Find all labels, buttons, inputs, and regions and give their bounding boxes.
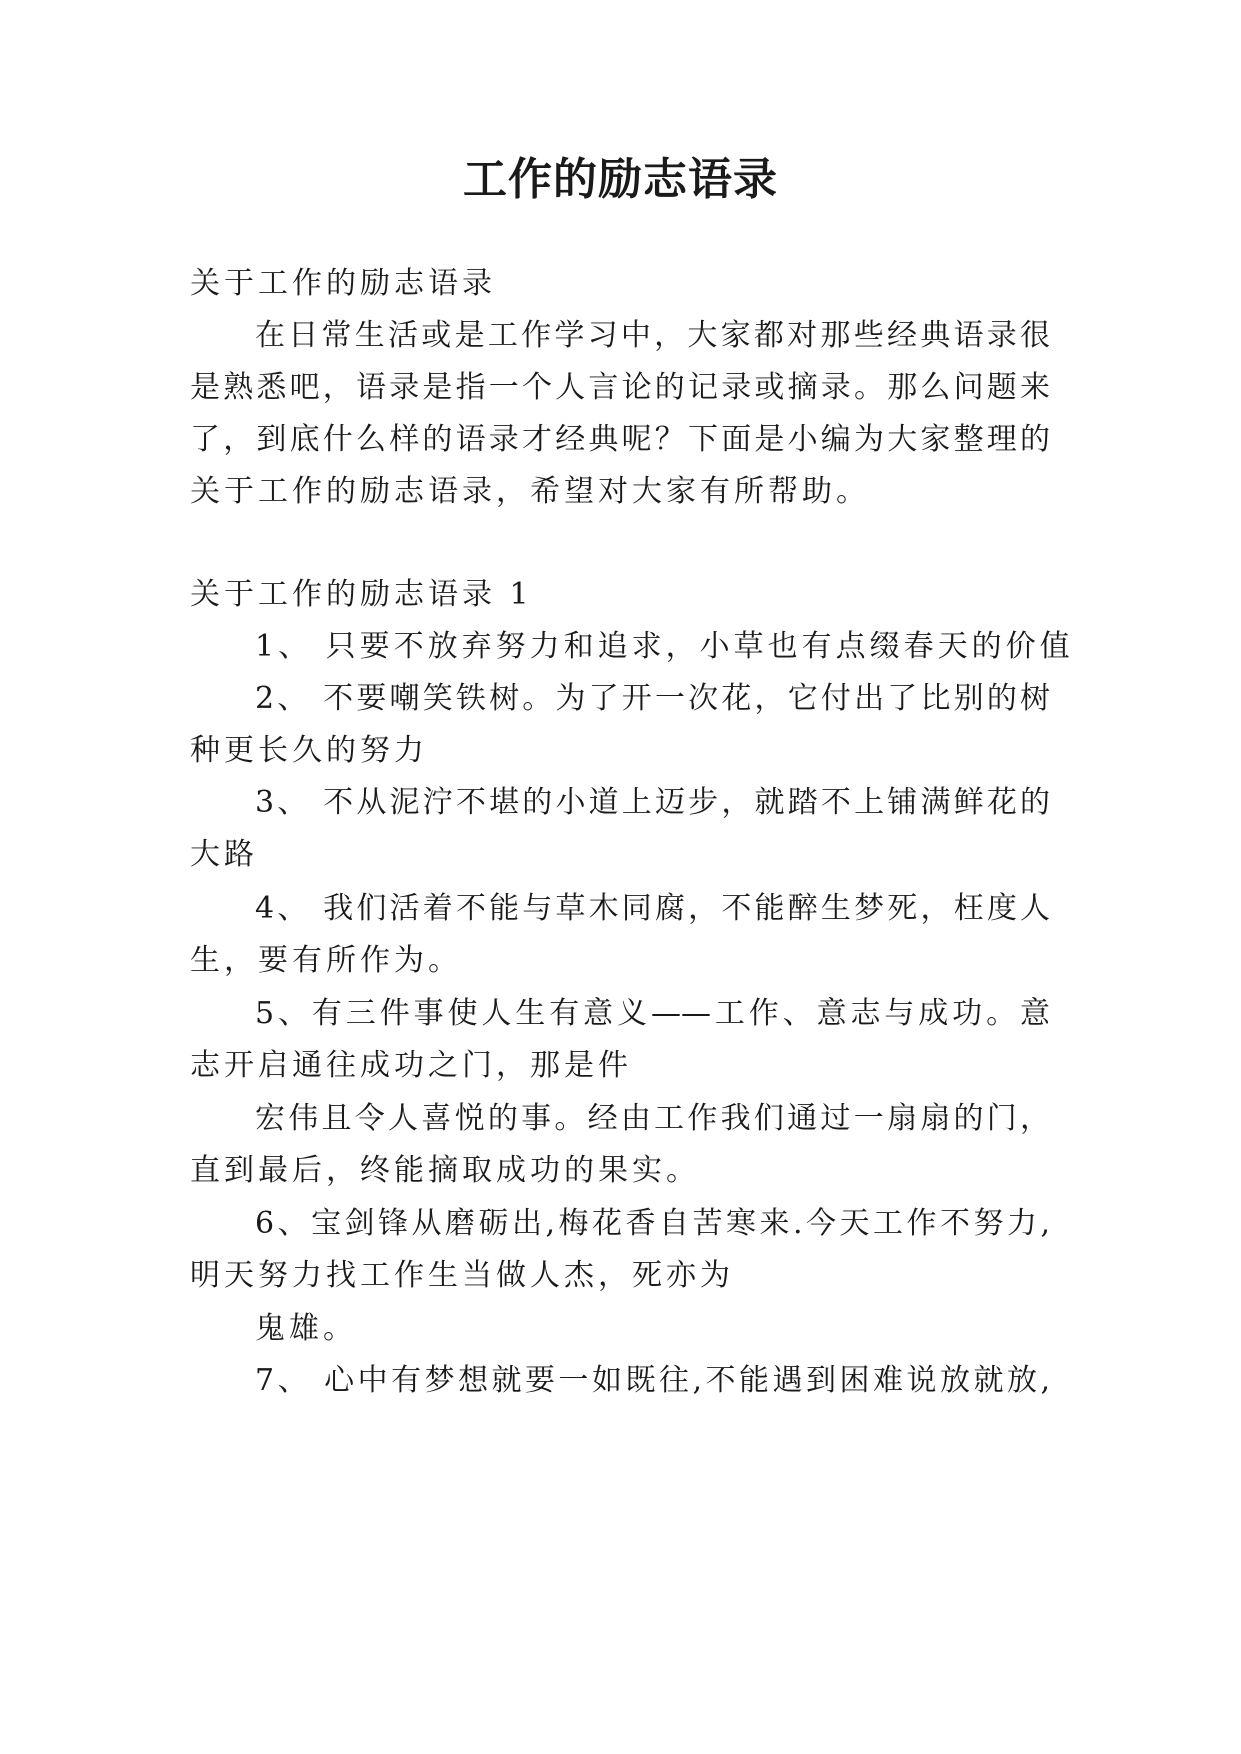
quote-item: 6、宝剑锋从磨砺出,梅花香自苦寒来.今天工作不努力, <box>255 1206 1050 1241</box>
section-heading: 关于工作的励志语录 <box>190 266 496 301</box>
quote-item-continuation: 宏伟且令人喜悦的事。经由工作我们通过一扇扇的门， <box>255 1101 1050 1136</box>
page-title: 工作的励志语录 <box>463 154 778 205</box>
quote-item: 7、 心中有梦想就要一如既往,不能遇到困难说放就放, <box>255 1363 1050 1398</box>
paragraph-line: 了，到底什么样的语录才经典呢？下面是小编为大家整理的 <box>190 422 1050 457</box>
quote-item-continuation: 大路 <box>190 837 258 872</box>
quote-item-continuation: 生，要有所作为。 <box>190 943 462 978</box>
quote-item: 4、 我们活着不能与草木同腐，不能醉生梦死，枉度人 <box>255 891 1050 926</box>
quote-item-continuation: 明天努力找工作生当做人杰，死亦为 <box>190 1258 734 1293</box>
quote-item: 3、 不从泥泞不堪的小道上迈步，就踏不上铺满鲜花的 <box>255 785 1050 820</box>
paragraph-line: 关于工作的励志语录，希望对大家有所帮助。 <box>190 474 870 509</box>
paragraph-line: 是熟悉吧，语录是指一个人言论的记录或摘录。那么问题来 <box>190 370 1050 405</box>
quote-item-continuation: 直到最后，终能摘取成功的果实。 <box>190 1153 700 1188</box>
section-heading: 关于工作的励志语录 1 <box>190 577 533 612</box>
quote-item-continuation: 种更长久的努力 <box>190 733 428 768</box>
paragraph-line: 在日常生活或是工作学习中，大家都对那些经典语录很 <box>255 318 1050 353</box>
quote-item-continuation: 鬼雄。 <box>255 1311 357 1346</box>
quote-item: 1、 只要不放弃努力和追求，小草也有点缀春天的价值 <box>255 629 1074 664</box>
quote-item: 5、有三件事使人生有意义——工作、意志与成功。意 <box>255 996 1050 1031</box>
quote-item: 2、 不要嘲笑铁树。为了开一次花，它付出了比别的树 <box>255 681 1050 716</box>
quote-item-continuation: 志开启通往成功之门，那是件 <box>190 1048 632 1083</box>
